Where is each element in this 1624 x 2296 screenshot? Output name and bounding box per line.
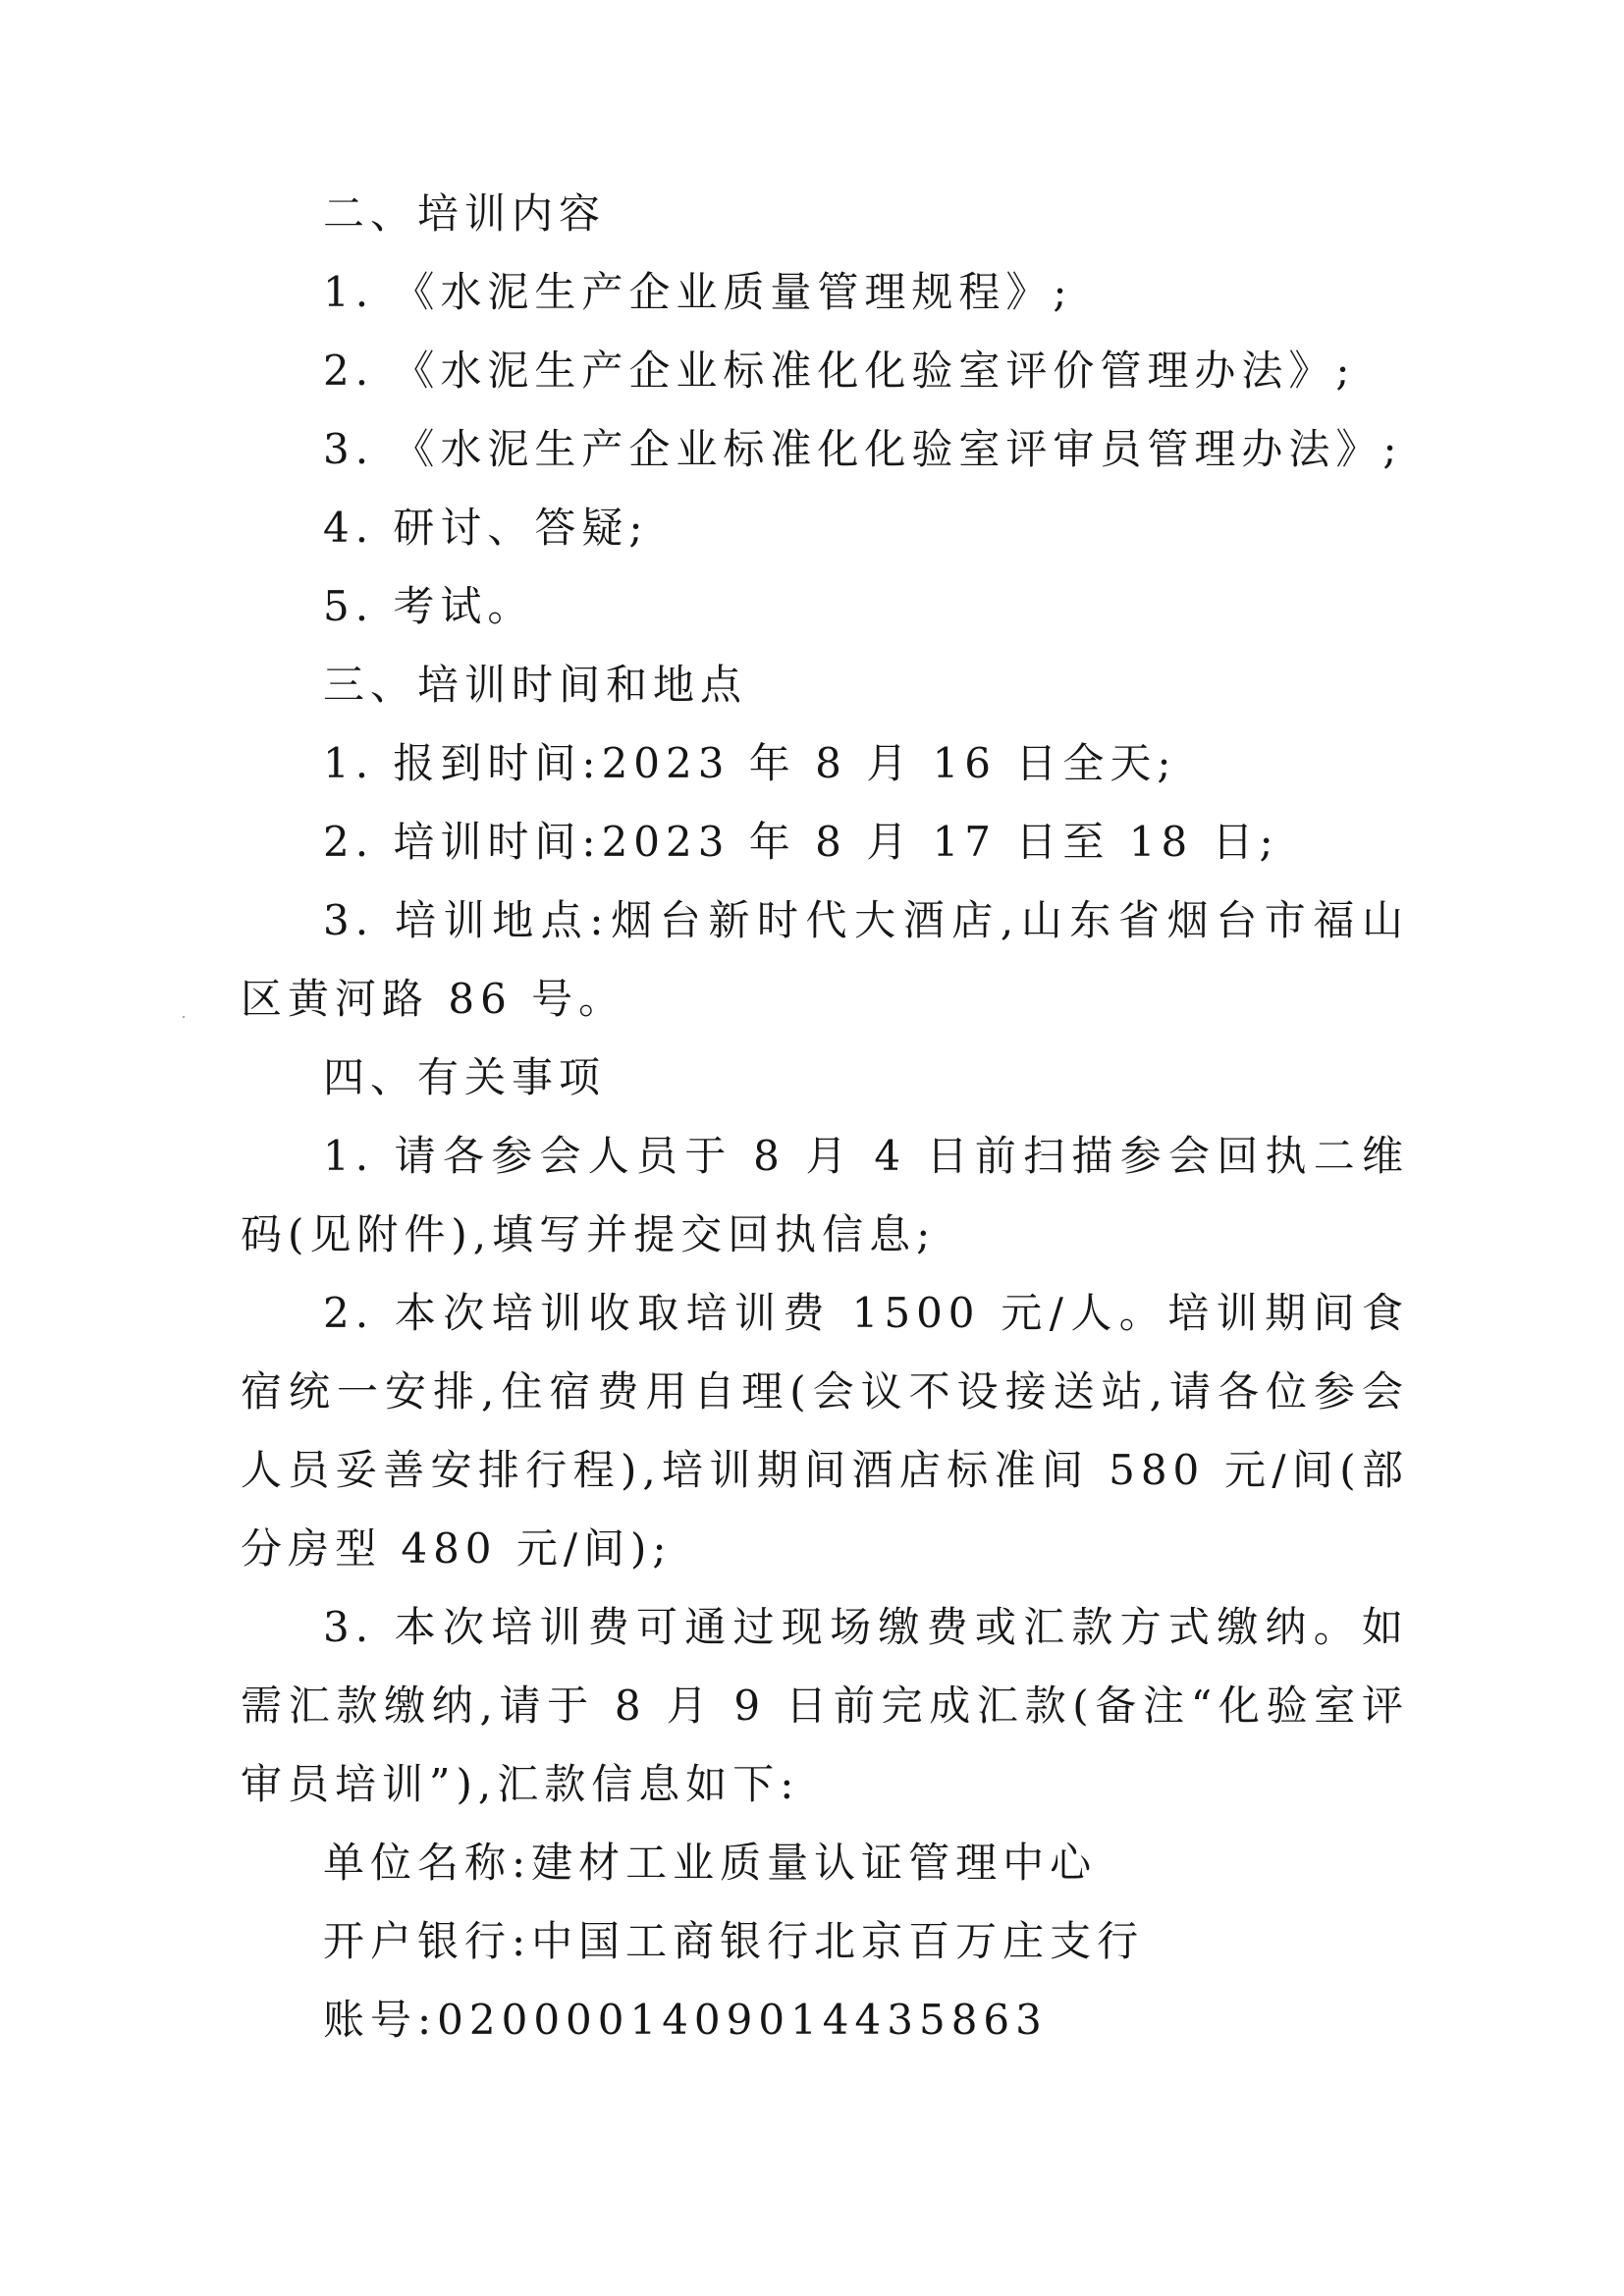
section-heading-time-location: 三、培训时间和地点 xyxy=(323,661,748,709)
list-item: 2. 培训时间:2023 年 8 月 17 日至 18 日; xyxy=(323,818,1279,866)
scan-speck xyxy=(183,1016,185,1018)
list-item: 1. 请各参会人员于 8 月 4 日前扫描参会回执二维码(见附件),填写并提交回执信息; xyxy=(241,1132,1409,1258)
remittance-unit-name: 单位名称:建材工业质量认证管理中心 xyxy=(323,1839,1098,1887)
list-item: 4. 研讨、答疑; xyxy=(323,504,649,552)
list-item: 3. 培训地点:烟台新时代大酒店,山东省烟台市福山区黄河路 86 号。 xyxy=(241,896,1409,1023)
list-item: 1. 《水泥生产企业质量管理规程》; xyxy=(323,268,1073,316)
section-heading-related-matters: 四、有关事项 xyxy=(323,1053,607,1101)
remittance-bank: 开户银行:中国工商银行北京百万庄支行 xyxy=(323,1917,1145,1965)
remittance-account-number: 账号:0200001409014435863 xyxy=(323,1996,1048,2044)
list-item: 2. 本次培训收取培训费 1500 元/人。培训期间食宿统一安排,住宿费用自理(会议不设接送站,请各位参会人员妥善安排行程),培训期间酒店标准间 580 元/间(部分房型 480 元/间); xyxy=(241,1289,1409,1573)
document-body xyxy=(241,175,1409,2059)
list-item: 5. 考试。 xyxy=(323,582,535,630)
list-item: 3. 本次培训费可通过现场缴费或汇款方式缴纳。如需汇款缴纳,请于 8 月 9 日前完成汇款(备注“化验室评审员培训”),汇款信息如下: xyxy=(241,1603,1409,1808)
list-item: 1. 报到时间:2023 年 8 月 16 日全天; xyxy=(323,739,1177,787)
section-heading-training-content: 二、培训内容 xyxy=(323,189,607,238)
list-item: 2. 《水泥生产企业标准化化验室评价管理办法》; xyxy=(323,347,1356,395)
list-item: 3. 《水泥生产企业标准化化验室评审员管理办法》; xyxy=(323,425,1403,473)
